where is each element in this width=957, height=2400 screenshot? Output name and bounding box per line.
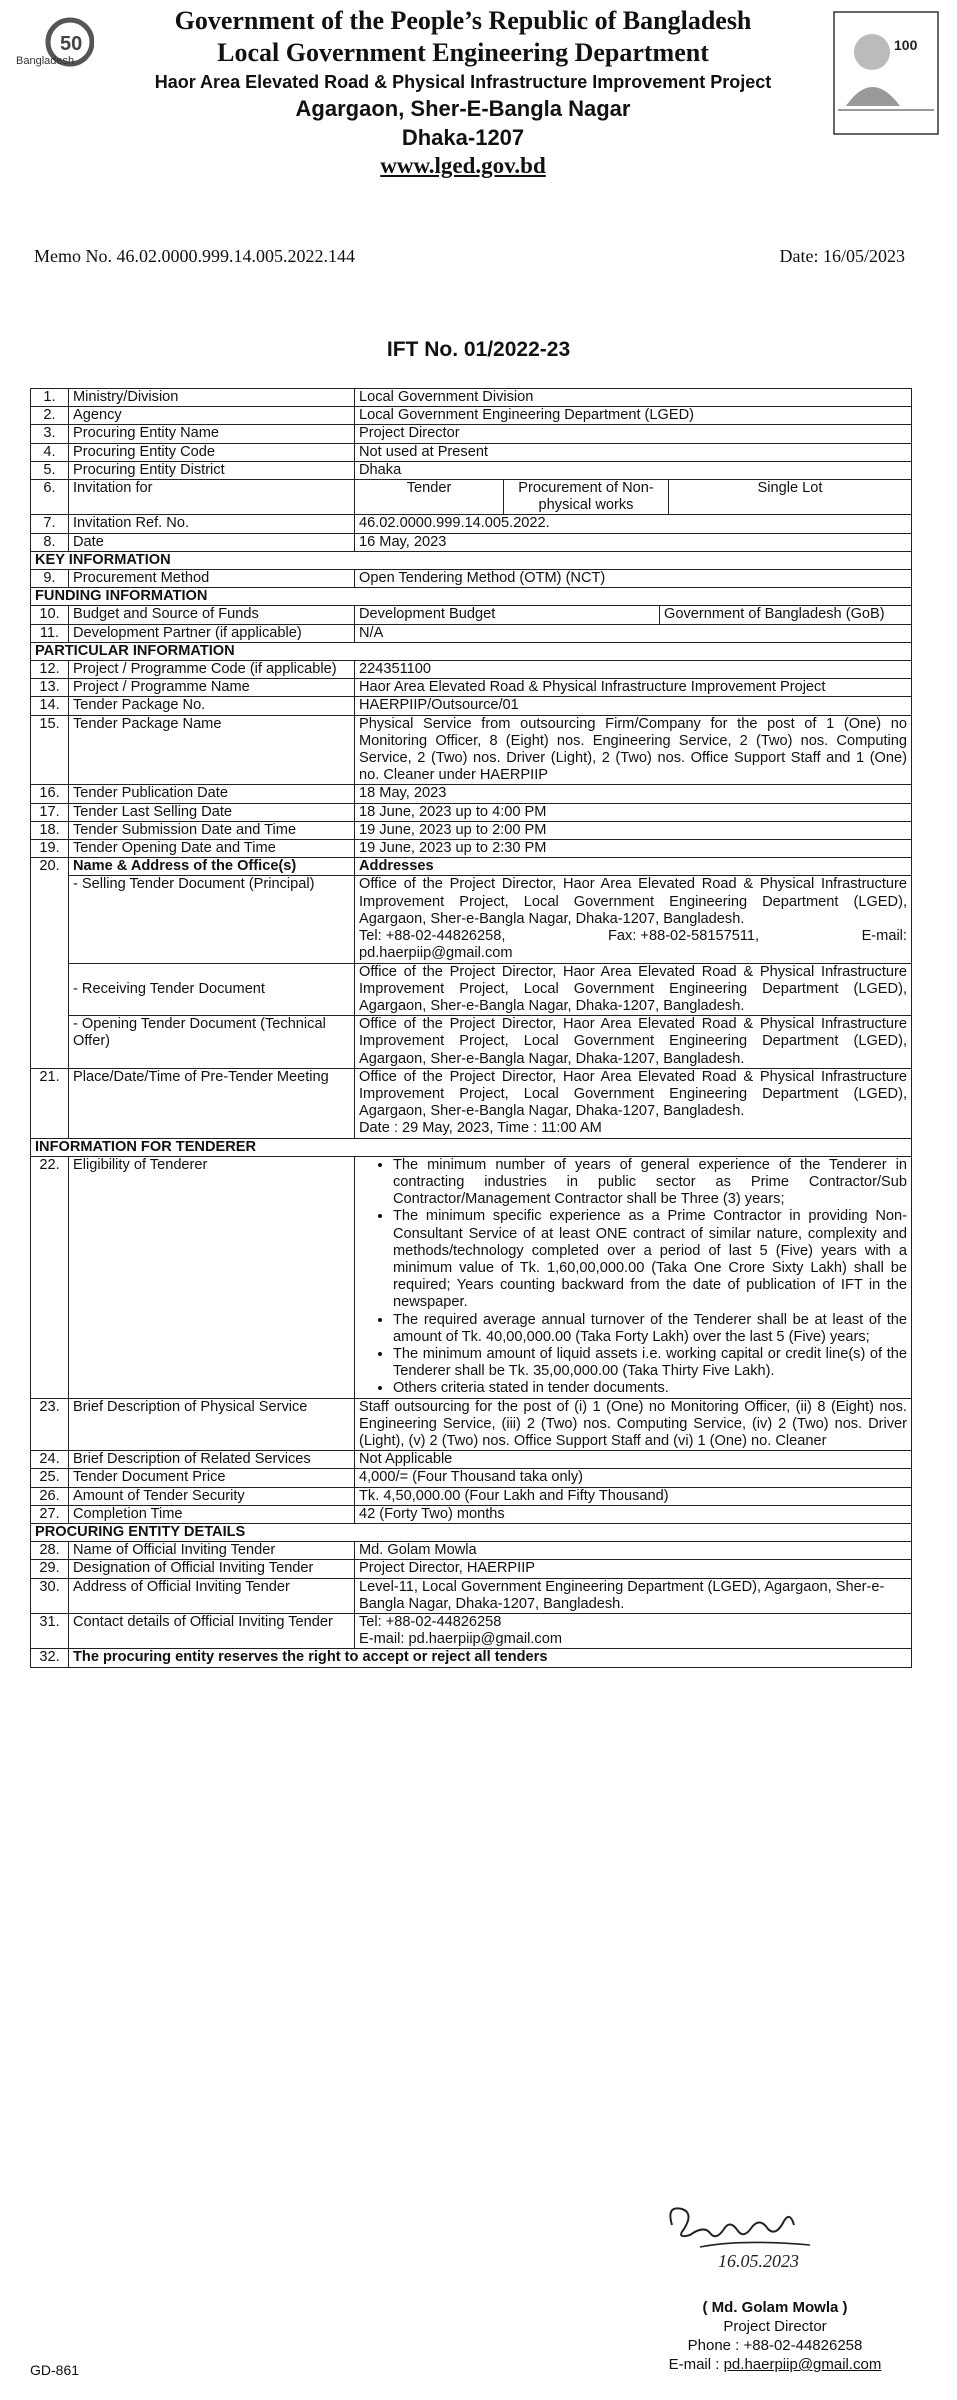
- table-cell: Tender Package No.: [69, 697, 355, 715]
- table-row: [31, 606, 912, 624]
- table-row: [31, 407, 912, 425]
- table-cell: Local Government Division: [355, 389, 912, 407]
- table-cell: 18 June, 2023 up to 4:00 PM: [355, 803, 912, 821]
- table-row: [31, 697, 912, 715]
- svg-text:50: 50: [60, 33, 83, 55]
- table-row: [31, 1487, 912, 1505]
- table-cell: PROCURING ENTITY DETAILS: [31, 1524, 912, 1542]
- table-cell: Brief Description of Physical Service: [69, 1398, 355, 1451]
- email-link[interactable]: pd.haerpiip@gmail.com: [359, 945, 513, 962]
- section-heading: [31, 642, 912, 660]
- table-cell: Project / Programme Name: [69, 679, 355, 697]
- table-cell: Eligibility of Tenderer: [69, 1156, 355, 1398]
- table-cell: Procurement Method: [69, 570, 355, 588]
- table-row: [31, 624, 912, 642]
- table-cell: Project Director: [355, 425, 912, 443]
- table-cell: PARTICULAR INFORMATION: [31, 642, 912, 660]
- table-cell: Staff outsourcing for the post of (i) 1 (One) no Monitoring Officer, (ii) 8 (Eight) nos. Engineering Service, (iii) 2 (Two) nos. Computing Service, (iv) 2 (Two) nos. Driver (Light), (v) 2 (Two) nos. Office Support Staff and (vi) 1 (One) no. Cleaner: [355, 1398, 912, 1451]
- table-row: [31, 803, 912, 821]
- table-cell: 25.: [31, 1469, 69, 1487]
- table-row: [31, 443, 912, 461]
- table-cell: Md. Golam Mowla: [355, 1542, 912, 1560]
- table-cell: 6.: [31, 480, 69, 515]
- svg-text:100: 100: [894, 37, 918, 53]
- list-item: • Others criteria stated in tender documents.: [393, 1380, 907, 1397]
- table-row: [31, 1578, 912, 1613]
- table-cell: Tender Opening Date and Time: [69, 840, 355, 858]
- table-row: [31, 1016, 912, 1069]
- table-row: [31, 1398, 912, 1451]
- table-cell: N/A: [355, 624, 912, 642]
- table-row: [31, 715, 912, 785]
- table-cell: Address of Official Inviting Tender: [69, 1578, 355, 1613]
- header-line-project: Haor Area Elevated Road & Physical Infrastructure Improvement Project: [154, 72, 772, 92]
- section-heading: [31, 1138, 912, 1156]
- table-row: [31, 480, 912, 515]
- table-cell: Dhaka: [355, 461, 912, 479]
- table-cell: The procuring entity reserves the right to accept or reject all tenders: [69, 1649, 912, 1667]
- table-cell: Office of the Project Director, Haor Area Elevated Road & Physical Infrastructure Improvement Project, Local Government Engineering Department (LGED), Agargaon, Sher-e-Bangla Nagar, Dhaka-1207, Bangladesh.: [355, 963, 912, 1016]
- table-cell: 15.: [31, 715, 69, 785]
- header-line-lged: Local Government Engineering Department: [217, 38, 709, 67]
- signatory-email: E-mail : pd.haerpiip@gmail.com: [668, 2356, 882, 2373]
- table-row: [31, 533, 912, 551]
- table-row: [31, 963, 912, 1016]
- svg-text:Bangladesh: Bangladesh: [16, 55, 75, 67]
- table-cell: Amount of Tender Security: [69, 1487, 355, 1505]
- table-cell: Agency: [69, 407, 355, 425]
- table-cell: 19 June, 2023 up to 2:30 PM: [355, 840, 912, 858]
- table-cell: HAERPIIP/Outsource/01: [355, 697, 912, 715]
- table-row: [31, 461, 912, 479]
- table-row: [31, 679, 912, 697]
- table-cell: 19 June, 2023 up to 2:00 PM: [355, 821, 912, 839]
- table-cell: 46.02.0000.999.14.005.2022.: [355, 515, 912, 533]
- table-row: [31, 1156, 912, 1398]
- table-cell: Open Tendering Method (OTM) (NCT): [355, 570, 912, 588]
- table-cell: Invitation Ref. No.: [69, 515, 355, 533]
- header-website-link[interactable]: www.lged.gov.bd: [380, 153, 546, 178]
- table-cell: 12.: [31, 661, 69, 679]
- table-row: [31, 1068, 912, 1138]
- table-cell: 8.: [31, 533, 69, 551]
- table-cell: Local Government Engineering Department (LGED): [355, 407, 912, 425]
- table-cell: Office of the Project Director, Haor Area Elevated Road & Physical Infrastructure Improvement Project, Local Government Engineering Department (LGED), Agargaon, Sher-e-Bangla Nagar, Dhaka-1207, Bangladesh. Date : 29 May, 2023, Time : 11:00 AM: [355, 1068, 912, 1138]
- section-heading: [31, 551, 912, 569]
- table-cell: 26.: [31, 1487, 69, 1505]
- email-link[interactable]: pd.haerpiip@gmail.com: [723, 2356, 882, 2373]
- table-cell: Invitation for: [69, 480, 355, 515]
- table-cell: 3.: [31, 425, 69, 443]
- table-cell: Physical Service from outsourcing Firm/Company for the post of 1 (One) no Monitoring Officer, 8 (Eight) nos. Engineering Service, 2 (Two) nos. Computing Service, 2 (Two) nos. Driver (Light), 2 (Two) nos. Office Support Staff and 1 (One) no. Cleaner under HAERPIIP: [355, 715, 912, 785]
- table-cell: 4.: [31, 443, 69, 461]
- table-cell: Budget and Source of Funds: [69, 606, 355, 624]
- table-row: [31, 515, 912, 533]
- list-item: • The minimum number of years of general experience of the Tenderer in contracting industries in public sector as Prime Contractor/Sub Contractor/Management Contractor shall be Three (3) years;: [393, 1157, 907, 1209]
- table-row: [31, 785, 912, 803]
- form-code: GD-861: [30, 2362, 80, 2378]
- table-cell: Addresses: [355, 858, 912, 876]
- table-cell: 7.: [31, 515, 69, 533]
- table-cell: Haor Area Elevated Road & Physical Infrastructure Improvement Project: [355, 679, 912, 697]
- table-cell: Office of the Project Director, Haor Area Elevated Road & Physical Infrastructure Improvement Project, Local Government Engineering Department (LGED), Agargaon, Sher-e-Bangla Nagar, Dhaka-1207, Bangladesh.: [355, 1016, 912, 1069]
- table-cell: Tk. 4,50,000.00 (Four Lakh and Fifty Thousand): [355, 1487, 912, 1505]
- email-link[interactable]: E-mail: pd.haerpiip@gmail.com: [359, 1631, 562, 1648]
- table-cell: 24.: [31, 1451, 69, 1469]
- table-cell: - Selling Tender Document (Principal): [69, 876, 355, 963]
- table-cell: Date: [69, 533, 355, 551]
- table-cell: 32.: [31, 1649, 69, 1667]
- table-cell: 4,000/= (Four Thousand taka only): [355, 1469, 912, 1487]
- table-cell: Project / Programme Code (if applicable): [69, 661, 355, 679]
- mujib-100-logo: [832, 10, 940, 136]
- table-cell: 5.: [31, 461, 69, 479]
- table-cell: Contact details of Official Inviting Tender: [69, 1614, 355, 1649]
- table-row: [31, 1505, 912, 1523]
- table-cell: Tender Last Selling Date: [69, 803, 355, 821]
- bangladesh-50-logo: [14, 12, 94, 82]
- table-cell: Office of the Project Director, Haor Area Elevated Road & Physical Infrastructure Improvement Project, Local Government Engineering Department (LGED), Agargaon, Sher-e-Bangla Nagar, Dhaka-1207, Bangladesh. Tel: +88-02-44826258, Fax: +88-02-58157511, E-mail: pd.haerpiip@gmail.com: [355, 876, 912, 963]
- table-cell: 31.: [31, 1614, 69, 1649]
- table-cell: Development Partner (if applicable): [69, 624, 355, 642]
- table-cell: 30.: [31, 1578, 69, 1613]
- table-cell: - Opening Tender Document (Technical Offer): [69, 1016, 355, 1069]
- table-cell: INFORMATION FOR TENDERER: [31, 1138, 912, 1156]
- header-line-government: Government of the People’s Republic of Bangladesh: [174, 6, 752, 35]
- table-row: [31, 1560, 912, 1578]
- table-cell: Tender Procurement of Non-physical works Single Lot: [355, 480, 912, 515]
- list-item: • The minimum amount of liquid assets i.e. working capital or credit line(s) of the Tenderer shall be Tk. 35,00,000.00 (Taka Thirty Five Lakh).: [393, 1346, 907, 1380]
- table-cell: Development Budget Government of Bangladesh (GoB): [355, 606, 912, 624]
- table-cell: 27.: [31, 1505, 69, 1523]
- table-cell: Name & Address of the Office(s): [69, 858, 355, 876]
- table-cell: KEY INFORMATION: [31, 551, 912, 569]
- mujib-portrait-icon: [832, 10, 940, 136]
- table-cell: 16.: [31, 785, 69, 803]
- table-cell: Not used at Present: [355, 443, 912, 461]
- table-row: [31, 876, 912, 963]
- table-cell: 28.: [31, 1542, 69, 1560]
- table-cell: 10.: [31, 606, 69, 624]
- table-cell: Tel: +88-02-44826258 E-mail: pd.haerpiip@gmail.com: [355, 1614, 912, 1649]
- table-cell: 42 (Forty Two) months: [355, 1505, 912, 1523]
- memo-number: Memo No. 46.02.0000.999.14.005.2022.144: [34, 246, 355, 266]
- table-cell: 18 May, 2023: [355, 785, 912, 803]
- table-cell: Name of Official Inviting Tender: [69, 1542, 355, 1560]
- table-cell: Tender Package Name: [69, 715, 355, 785]
- table-cell: Designation of Official Inviting Tender: [69, 1560, 355, 1578]
- table-row: [31, 840, 912, 858]
- table-cell: 19.: [31, 840, 69, 858]
- table-cell: Not Applicable: [355, 1451, 912, 1469]
- table-cell: Procuring Entity Code: [69, 443, 355, 461]
- table-cell: 29.: [31, 1560, 69, 1578]
- table-cell: 11.: [31, 624, 69, 642]
- section-heading: [31, 1524, 912, 1542]
- table-row: [31, 1649, 912, 1667]
- table-cell: 14.: [31, 697, 69, 715]
- table-cell: Procuring Entity District: [69, 461, 355, 479]
- table-cell: 23.: [31, 1398, 69, 1451]
- table-row: [31, 425, 912, 443]
- table-cell: 16 May, 2023: [355, 533, 912, 551]
- table-cell: - Receiving Tender Document: [69, 963, 355, 1016]
- signature-image: [660, 2195, 830, 2275]
- table-cell: 17.: [31, 803, 69, 821]
- table-cell: Place/Date/Time of Pre-Tender Meeting: [69, 1068, 355, 1138]
- table-row: [31, 1469, 912, 1487]
- header-line-city: Dhaka-1207: [401, 125, 525, 150]
- table-cell: [355, 1156, 912, 1398]
- table-cell: 2.: [31, 407, 69, 425]
- table-cell: 1.: [31, 389, 69, 407]
- list-item: • The required average annual turnover of the Tenderer shall be at least of the amount of Tk. 40,00,000.00 (Taka Forty Lakh) over the last 5 (Five) years;: [393, 1312, 907, 1346]
- table-cell: Tender Publication Date: [69, 785, 355, 803]
- table-row: [31, 1451, 912, 1469]
- signatory-name: ( Md. Golam Mowla ): [702, 2299, 848, 2316]
- table-cell: 9.: [31, 570, 69, 588]
- table-row: [31, 858, 912, 876]
- table-cell: Level-11, Local Government Engineering Department (LGED), Agargaon, Sher-e-Bangla Nagar, Dhaka-1207, Bangladesh.: [355, 1578, 912, 1613]
- table-row: [31, 821, 912, 839]
- table-cell: Project Director, HAERPIIP: [355, 1560, 912, 1578]
- table-cell: 13.: [31, 679, 69, 697]
- ift-title: IFT No. 01/2022-23: [386, 338, 571, 361]
- table-cell: 18.: [31, 821, 69, 839]
- table-cell: Completion Time: [69, 1505, 355, 1523]
- table-cell: Brief Description of Related Services: [69, 1451, 355, 1469]
- table-cell: Tender Submission Date and Time: [69, 821, 355, 839]
- table-row: [31, 1614, 912, 1649]
- table-cell: 20.: [31, 858, 69, 1068]
- section-heading: [31, 588, 912, 606]
- signature-block: [630, 2298, 920, 2374]
- signatory-phone: Phone : +88-02-44826258: [687, 2337, 863, 2354]
- memo-date: Date: 16/05/2023: [779, 246, 905, 266]
- svg-text:16.05.2023: 16.05.2023: [718, 2251, 799, 2271]
- header-line-address: Agargaon, Sher-E-Bangla Nagar: [295, 96, 631, 121]
- table-row: [31, 389, 912, 407]
- table-cell: Procuring Entity Name: [69, 425, 355, 443]
- ift-table: [30, 388, 912, 1668]
- list-item: • The minimum specific experience as a Prime Contractor in providing Non-Consultant Service of at least ONE contract of similar nature, complexity and methods/technology completed over a period of last 5 (Five) years with a minimum value of Tk. 1,60,00,000.00 (Taka One Crore Sixty Lakh) shall be required; Years counting backward from the date of publication of IFT in the newspaper.: [393, 1208, 907, 1311]
- table-row: [31, 1542, 912, 1560]
- signatory-title: Project Director: [723, 2318, 827, 2335]
- table-row: [31, 661, 912, 679]
- table-cell: FUNDING INFORMATION: [31, 588, 912, 606]
- table-cell: 22.: [31, 1156, 69, 1398]
- table-cell: 21.: [31, 1068, 69, 1138]
- table-cell: Tender Document Price: [69, 1469, 355, 1487]
- table-row: [31, 570, 912, 588]
- table-cell: Ministry/Division: [69, 389, 355, 407]
- table-cell: 224351100: [355, 661, 912, 679]
